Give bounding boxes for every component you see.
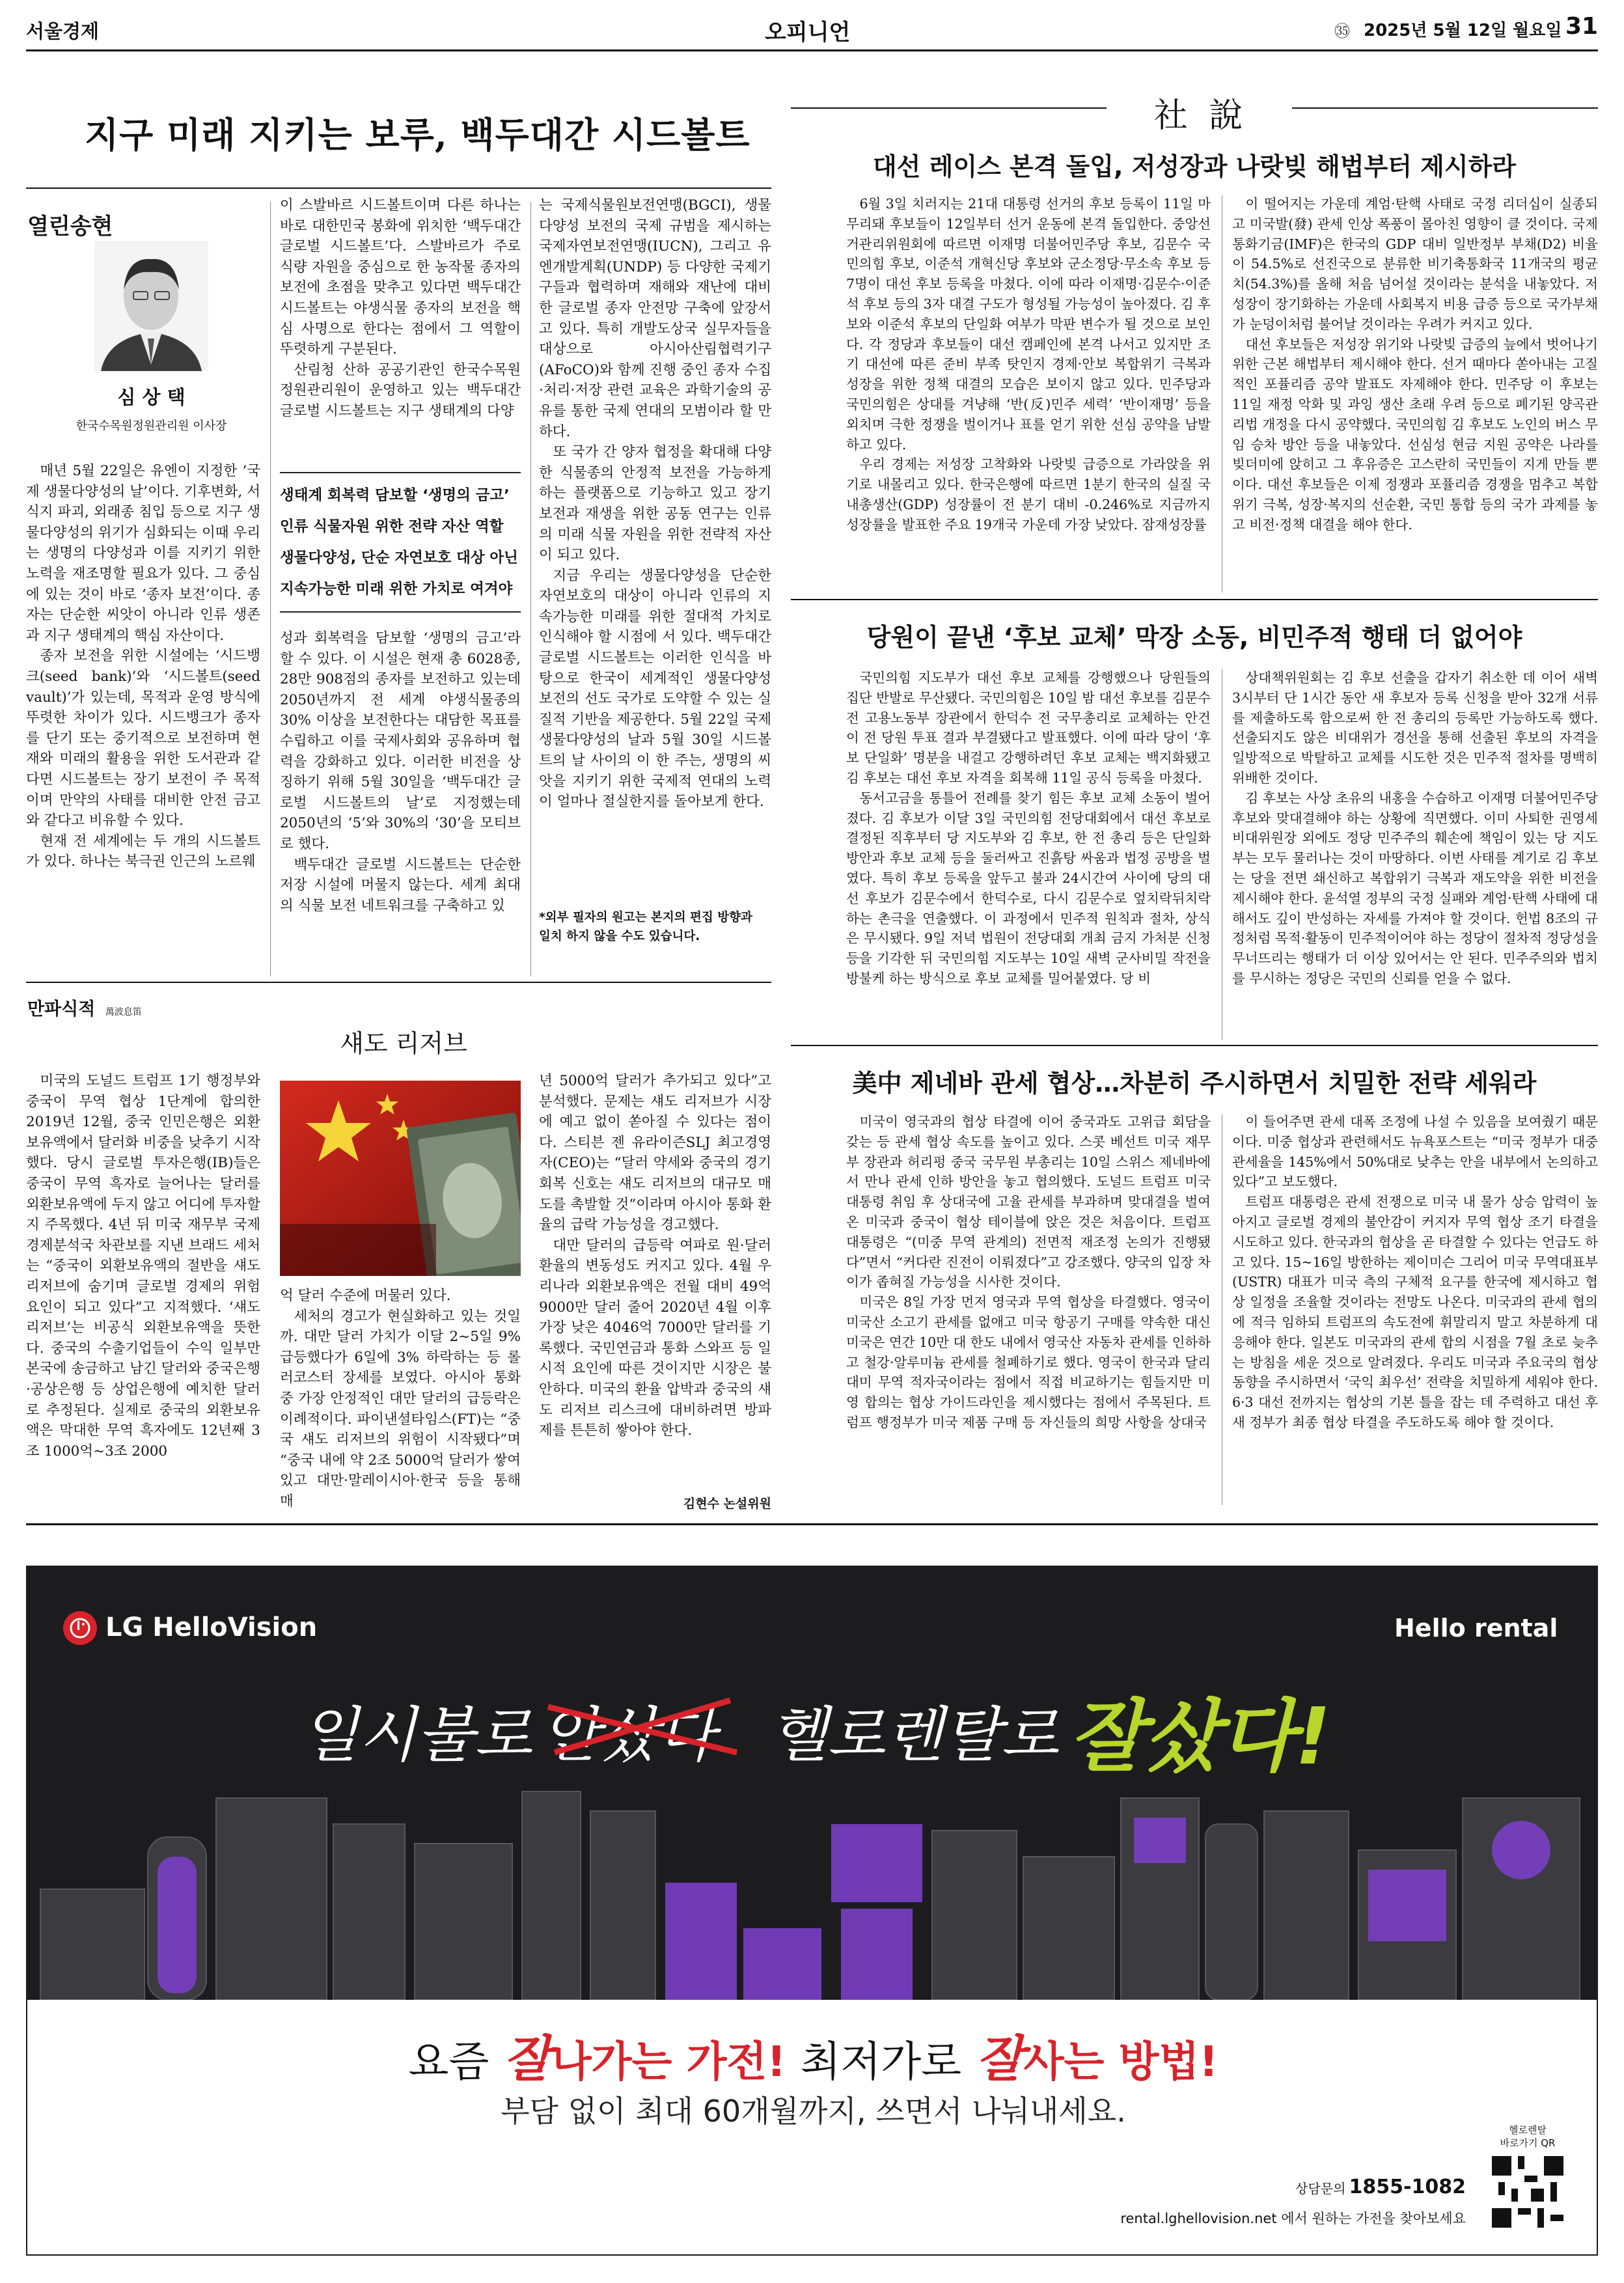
editorial-body-right: 상대책위원회는 김 후보 선출을 갑자기 취소한 데 이어 새벽 3시부터 단 1시간 동안 새 후보자 등록 신청을 받아 32개 서류를 제출하도록 함으로써 한 전 총리의 등록만 가능하도록 했다. 선출되지도 않은 비대위가 경선을 통해 선출된 후보의 자격을 일방적으로 박탈하고 교체를 시도한 것은 민주적 절차를 명백히 위배한 것이다. 김 후보는 사상 초유의 내홍을 수습하고 이재명 더불어민주당 후보와 맞대결해야 하는 상황에 직면했다. 이미 사퇴한 권영세 비대위원장 외에도 정당 민주주의 훼손에 책임이 있는 당 지도부는 모두 물러나는 것이 마땅하다. 이번 사태를 계기로 김 후보는 당을 전면 쇄신하고 복합위기 극복과 재도약을 위한 비전을 제시해야 한다. 윤석열 정부의 국정 실패와 계엄·탄핵 사태에 대해서도 깊이 반성하는 자세를 가져야 할 것이다. 헌법 8조의 규정처럼 목적·활동이 민주적이어야 하는 정당이 절차적 정당성을 무너뜨리는 행태가 더 이상 있어서는 안 된다. 민주주의와 법치를 무시하는 정당은 국민의 신뢰를 얻을 수 없다. (1232, 670, 1598, 986)
column2-headline: 섀도 리저브 (340, 1029, 467, 1058)
headline-part-d: 최저가로 (800, 2038, 962, 2086)
issue-date: 2025년 5월 12일 월요일 (1364, 21, 1562, 40)
column1-body-b: 이 스발바르 시드볼트이며 다른 하나는 바로 대한민국 봉화에 위치한 ‘백두대간 글로벌 시드볼트’다. 스발바르가 주로 식량 자원을 중심으로 한 농작물 종자의 보전에 초점을 맞추고 있다면 백두대간 시드볼트는 야생식물 종자의 보전을 핵심 사명으로 한다는 점에서 그 역할이 뚜렷하게 구분된다. 산림청 산하 공공기관인 한국수목원정원관리원이 운영하고 있는 백두대간 글로벌 시드볼트는 지구 생태계의 다양 (280, 197, 521, 419)
qr-code-icon[interactable] (1492, 2156, 1563, 2228)
masthead-paper: 서울경제 (26, 20, 100, 42)
ad-slogan (301, 1674, 1407, 1782)
column1-body-a: 매년 5월 22일은 유엔이 지정한 ‘국제 생물다양성의 날’이다. 기후변화, 서식지 파괴, 외래종 침입 등으로 지구 생물다양성의 위기가 심화되는 이때 우리는 생명의 다양성과 이를 지키기 위한 노력을 재조명할 필요가 있다. 그 중심에 있는 것이 바로 ‘종자 보전’이다. 종자는 단순한 씨앗이 아니라 인류 생존과 지구 생태계의 핵심 자산이다. 종자 보전을 위한 시설에는 ‘시드뱅크(seed bank)’와 ‘시드볼트(seed vault)’가 있는데, 목적과 운영 방식에 뚜렷한 차이가 있다. 시드뱅크가 종자를 단기 또는 중기적으로 보전하며 현재와 미래의 활용을 위한 도서관과 같다면 시드볼트는 장기 보전이 주 목적이며 만약의 사태를 대비한 안전 금고와 같다고 비유할 수 있다. 현재 전 세계에는 두 개의 시드볼트가 있다. 하나는 북극권 인근의 노르웨 (26, 463, 260, 870)
editorial-label: 社 說 (1153, 96, 1248, 135)
headline-part-a: 요즘 (408, 2038, 489, 2086)
slogan-part1: 일시불로 (301, 1700, 532, 1770)
qr-label-line2: 바로가기 QR (1500, 2137, 1556, 2149)
strike-mark-icon (535, 1681, 750, 1765)
qr-label (1485, 2124, 1570, 2150)
column1-bottom-rule (26, 1523, 1598, 1525)
ad-brand: LG HelloVision (105, 1612, 318, 1642)
editorial-separator (791, 599, 1598, 600)
col-divider (270, 202, 271, 976)
editorial-body-right: 이 들어주면 관세 대폭 조정에 나설 수 있음을 보여줬기 때문이다. 미중 협상과 관련해서도 뉴욕포스트는 “미국 정부가 대중 관세율을 145%에서 50%대로 낮추는 안을 내부에서 논의하고 있다”고 보도했다. 트럼프 대통령은 관세 전쟁으로 미국 내 물가 상승 압력이 높아지고 글로벌 경제의 불안감이 커지자 무역 협상 조기 타결을 시도하고 있다. 한국과의 협상을 곧 타결할 수 있다는 언급도 하고 있다. 15~16일 방한하는 제이미슨 그리어 미국 무역대표부(USTR) 대표가 미국 측의 구체적 요구를 한국에 제시하고 협상 일정을 조율할 것이라는 전망도 나온다. 미국과의 관세 협의에 적극 임하되 트럼프의 속도전에 휘말리지 말고 차분하게 대응해야 한다. 일본도 미국과의 관세 합의 시점을 7월 초로 늦추는 방침을 세운 것으로 알려졌다. 우리도 미국과 주요국의 협상 동향을 주시하면서 ‘국익 최우선’ 전략을 치밀하게 세워야 한다. 6·3 대선 전까지는 협상의 기본 틀을 잡는 데 주력하고 대선 후 새 정부가 최종 협상 타결을 주도하도록 해야 할 것이다. (1232, 1114, 1598, 1430)
ad-subline: 부담 없이 최대 60개월까지, 쓰면서 나눠내세요. (501, 2094, 1126, 2129)
editorial-body-left: 미국이 영국과의 협상 타결에 이어 중국과도 고위급 회담을 갖는 등 관세 협상 속도를 높이고 있다. 스콧 베선트 미국 재무부 장관과 허리펑 중국 국무원 부총리는 10일 스위스 제네바에서 만나 관세 인하 방안을 놓고 협의했다. 도널드 트럼프 미국 대통령 취임 후 상대국에 고율 관세를 부과하며 맞대결을 벌여온 미국과 중국이 협상 테이블에 앉은 것은 처음이다. 트럼프 대통령은 “(미중 무역 관계의) 전면적 재조정 논의가 진행됐다”면서 “커다란 진전이 이뤄졌다”고 강조했다. 양국의 입장 차이가 좁혀질 가능성을 시사한 것이다. 미국은 8일 가장 먼저 영국과 무역 협상을 타결했다. 영국이 미국산 소고기 관세를 없애고 미국 항공기 구매를 약속한 대신 미국은 연간 10만 대 한도 내에서 영국산 자동차 관세를 인하하고 철강·알루미늄 관세를 철폐하기로 했다. 영국이 한국과 달리 대미 무역 적자국이라는 점에서 직접 비교하기는 힘들지만 미영 합의는 협상 가이드라인을 제시했다는 점에서 주목된다. 트럼프 행정부가 미국 제품 구매 등 자신들의 희망 사항을 상대국 (846, 1114, 1211, 1430)
disclaimer: *외부 필자의 원고는 본지의 편집 방향과 일치 하지 않을 수도 있습니다. (539, 911, 752, 943)
page-number: 31 (1565, 13, 1599, 40)
ad-url[interactable]: rental.lghellovision.net 에서 원하는 가전을 찾아보세요 (1120, 2211, 1466, 2226)
lg-logo-icon (63, 1611, 97, 1645)
editorial-headline: 美中 제네바 관세 협상…차분히 주시하면서 치밀한 전략 세워라 (852, 1069, 1537, 1098)
column2-byline: 김현수 논설위원 (683, 1497, 771, 1511)
phone-number[interactable]: 1855-1082 (1349, 2176, 1466, 2198)
editorial-left-rule (791, 107, 1107, 109)
editorial-headline: 당원이 끝낸 ‘후보 교체’ 막장 소동, 비민주적 행태 더 없어야 (866, 623, 1522, 652)
headline-part-b: 잘 (503, 2030, 551, 2088)
column2-top-rule (26, 982, 771, 983)
ad-headline (27, 2019, 1598, 2090)
ad-banner[interactable] (26, 1566, 1598, 2256)
author-photo (94, 241, 208, 371)
col-divider (530, 202, 531, 976)
phone-label: 상담문의 (1295, 2181, 1346, 2196)
section-title: 오피니언 (765, 20, 851, 46)
editorial-body-right: 이 떨어지는 가운데 계엄·탄핵 사태로 국정 리더십이 실종되고 미국발(發) 관세 인상 폭풍이 몰아친 영향이 클 것이다. 국제통화기금(IMF)은 한국의 GDP 대비 일반정부 부채(D2) 비율이 54.5%로 선진국으로 분류한 비기축통화국 11개국의 평균치(54.3%)를 올해 처음 넘어설 것이라는 분석을 내놓았다. 저성장이 장기화하는 가운데 사회복지 비용 급증 등으로 국가부채가 눈덩이처럼 불어날 것이라는 우려가 커지고 있다. 대선 후보들은 저성장 위기와 나랏빚 급증의 늪에서 벗어나기 위한 근본 해법부터 제시해야 한다. 선거 때마다 쏟아내는 고질적인 포퓰리즘 공약 발표도 자제해야 한다. 민주당 이 후보는 11일 재정 악화 및 과잉 생산 초래 우려 등으로 폐기된 양곡관리법 개정을 다시 공약했다. 국민의힘 김 후보도 노인의 버스 무임 승차 방안 등을 내놓았다. 선심성 현금 지원 공약은 나라를 빚더미에 앉히고 그 후유증은 고스란히 국민들이 지게 만들 뿐이다. 대선 후보들은 이제 정쟁과 포퓰리즘 경쟁을 멈추고 복합위기 극복, 성장·복지의 선순환, 국민 통합 등의 국가 과제를 놓고 비전·정책 대결을 해야 한다. (1232, 196, 1598, 533)
headline-part-e: 잘 (976, 2030, 1024, 2088)
editorial-body-left: 6월 3일 치러지는 21대 대통령 선거의 후보 등록이 11일 마무리돼 후보들이 12일부터 선거 운동에 본격 돌입한다. 중앙선거관리위원회에 따르면 이재명 더불어민주당 후보, 김문수 국민의힘 후보, 이준석 개혁신당 후보와 군소정당·무소속 후보 등 7명이 대선 후보 등록을 마쳤다. 이에 따라 이재명·김문수·이준석 후보 등의 3자 대결 구도가 형성될 가능성이 높아졌다. 김 후보와 이준석 후보의 단일화 여부가 막판 변수가 될 것으로 보인다. 각 정당과 후보들이 대선 캠페인에 본격 나서고 있지만 조기 대선에 따른 준비 부족 탓인지 경제·안보 복합위기 극복과 성장을 위한 정책 대결의 모습은 보이지 않고 있다. 민주당과 국민의힘은 상대를 겨냥해 ‘반(反)민주 세력’ ‘반이재명’ 등을 외치며 극한 정쟁을 벌이거나 표를 얻기 위한 선심 공약을 남발하고 있다. 우리 경제는 저성장 고착화와 나랏빚 급증으로 가라앉을 위기로 내몰리고 있다. 한국은행에 따르면 1분기 한국의 실질 국내총생산(GDP) 성장률이 전 분기 대비 -0.246%로 지금까지 성장률을 발표한 주요 19개국 가운데 가장 낮았다. 잠재성장률 (846, 196, 1211, 533)
column1-top-rule (26, 187, 771, 189)
ad-right-brand: Hello rental (1394, 1614, 1558, 1642)
headline-part-c: 나가는 가전! (551, 2038, 786, 2086)
column2-series-name: 만파식적 (27, 999, 96, 1019)
editorial-body-left: 국민의힘 지도부가 대선 후보 교체를 강행했으나 당원들의 집단 반발로 무산됐다. 국민의힘은 10일 밤 대선 후보를 김문수 전 고용노동부 장관에서 한덕수 전 국무총리로 교체하는 안건이 전 당원 투표 결과 부결됐다고 발표했다. 이에 따라 당이 ‘후보 단일화’ 명분을 내걸고 강행하려던 후보 교체는 백지화됐고 김 후보는 대선 후보 자격을 회복해 11일 공식 등록을 마쳤다. 동서고금을 통틀어 전례를 찾기 힘든 후보 교체 소동이 벌어졌다. 김 후보가 이달 3일 국민의힘 전당대회에서 대선 후보로 결정된 직후부터 당 지도부와 김 후보, 한 전 총리 등은 단일화 방안과 후보 교체 등을 둘러싸고 진흙탕 싸움과 법정 공방을 벌였다. 특히 후보 등록을 앞두고 불과 24시간여 사이에 당의 대선 후보가 김문수에서 한덕수로, 다시 김문수로 엎치락뒤치락하는 촌극을 연출했다. 이 과정에서 민주적 원칙과 절차, 상식은 무시됐다. 9일 저녁 법원이 전당대회 개최 금지 가처분 신청 등을 기각한 뒤 국민의힘 지도부는 10일 새벽 군사비밀 작전을 방불케 하는 방식으로 후보 교체를 밀어붙였다. 당 비 (846, 670, 1211, 986)
qr-label-line1: 헬로렌탈 (1509, 2124, 1547, 2136)
column-headline: 지구 미래 지키는 보루, 백두대간 시드볼트 (85, 114, 750, 156)
column2-body-c: 년 5000억 달러가 추가되고 있다”고 분석했다. 문제는 섀도 리저브가 시장에 예고 없이 쏟아질 수 있다는 점이다. 스티븐 젠 유라이즌SLJ 최고경영자(CEO)는 “달러 약세와 중국의 경기 회복 신호는 섀도 리저브의 대규모 매도를 촉발할 것”이라며 아시아 통화 환율의 급락 가능성을 경고했다. 대만 달러의 급등락 여파로 원·달러 환율의 변동성도 커지고 있다. 4월 우리나라 외환보유액은 전월 대비 49억 9000만 달러 줄어 2020년 4월 이후 가장 낮은 4046억 7000만 달러를 기록했다. 국민연금과 통화 스와프 등 일시적 요인에 따른 것이지만 시장은 불안하다. 미국의 환율 압박과 중국의 섀도 리저브 리스크에 대비하려면 방파제를 튼튼히 쌓아야 한다. (539, 1073, 771, 1439)
pull-quote: 생태계 회복력 담보할 ‘생명의 금고’ 인류 식물자원 위한 전략 자산 역할 생물다양성, 단순 자연보호 대상 아닌 지속가능한 미래 위한 가치로 여겨야 (280, 472, 521, 613)
author-name: 심 상 택 (117, 386, 186, 408)
column2-series-title (27, 995, 142, 1020)
column2-body-b: 억 달러 수준에 머물러 있다. 세처의 경고가 현실화하고 있는 것일까. 대만 달러 가치가 이달 2~5일 9% 급등했다가 6일에 3% 하락하는 등 롤러코스터 장세를 보였다. 아시아 통화 중 가장 안정적인 대만 달러의 급등락은 이례적이다. 파이낸셜타임스(FT)는 “중국 섀도 리저브의 위험이 시작됐다”며 “중국 내에 약 2조 5000억 달러가 쌓여 있고 대만·말레이시아·한국 등을 통해 매 (280, 1288, 521, 1510)
column-series-title: 열린송현 (27, 214, 113, 240)
phone-line (1160, 2176, 1466, 2198)
editorial-right-rule (1292, 107, 1598, 109)
author-title: 한국수목원정원관리원 이사장 (76, 419, 227, 433)
slogan-part3: 잘샀다! (1069, 1692, 1331, 1782)
column1-body-b2: 성과 회복력을 담보할 ‘생명의 금고’라 할 수 있다. 이 시설은 현재 총 6028종, 28만 908점의 종자를 보전하고 있는데 2050년까지 전 세계 야생식물종의 30% 이상을 보전한다는 대담한 목표를 수립하고 이를 국제사회와 공유하며 협력을 강화하고 있다. 이러한 비전을 상징하기 위해 5월 30일을 ‘백두대간 글로벌 시드볼트의 날’로 지정했는데 2050년의 ‘5’와 30%의 ‘30’을 모티브로 했다. 백두대간 글로벌 시드볼트는 단순한 저장 시설에 머물지 않는다. 세계 최대의 식물 보전 네트워크를 구축하고 있 (280, 630, 521, 914)
flag-currency-illustration (280, 1081, 521, 1276)
headline-part-f: 사는 방법! (1023, 2038, 1218, 2086)
header-rule (26, 49, 1598, 51)
column1-body-c: 는 국제식물원보전연맹(BGCI), 생물다양성 보전의 국제 규범을 제시하는 국제자연보전연맹(IUCN), 그리고 유엔개발계획(UNDP) 등 다양한 국제기구들과 협력하며 재해와 재난에 대비한 글로벌 종자 안전망 구축에 앞장서고 있다. 특히 개발도상국 실무자들을 대상으로 아시아산림협력기구(AFoCO)와 함께 진행 중인 종자 수집·처리·저장 관련 교육은 과학기술의 공유를 통한 국제 연대의 모범이라 할 만하다. 또 국가 간 양자 협정을 확대해 다양한 식물종의 안정적 보전을 가능하게 하는 플랫폼으로 기능하고 있고 장기 보전과 재생을 위한 공동 연구는 인류의 미래 식물 자원을 위한 전략적 자산이 되고 있다. 지금 우리는 생물다양성을 단순한 자연보호의 대상이 아니라 인류의 지속가능한 미래를 위한 절대적 가치로 인식해야 할 시점에 서 있다. 백두대간 글로벌 시드볼트는 이러한 인식을 바탕으로 한국이 세계적인 생물다양성 보전의 선도 국가로 도약할 수 있는 실질적 기반을 제공한다. 5월 22일 국제 생물다양성의 날과 5월 30일 시드볼트의 날 사이의 이 한 주는, 생명의 씨앗을 지키기 위한 국제적 연대의 노력이 얼마나 절실한지를 돌아보게 한다. (539, 197, 771, 810)
editorial-headline: 대선 레이스 본격 돌입, 저성장과 나랏빚 해법부터 제시하라 (872, 152, 1517, 181)
column2-series-hanja: 萬波息笛 (105, 1007, 142, 1017)
column2-body-a: 미국의 도널드 트럼프 1기 행정부와 중국이 무역 협상 1단계에 합의한 2019년 12월, 중국 인민은행은 외환보유액에서 달러화 비중을 낮추기 시작했다. 당시 글로벌 투자은행(IB)들은 중국이 무역 흑자로 늘어나는 달러를 외환보유액에 두지 않고 어디에 투자할지 주목했다. 4년 뒤 미국 재무부 국제경제분석국 차관보를 지낸 브래드 세처는 “중국이 외환보유액의 절반을 섀도 리저브에 숨기며 글로벌 경제의 위험 요인이 되고 있다”고 지적했다. ‘섀도 리저브’는 비공식 외환보유액을 뜻한다. 중국의 수출기업들이 수익 일부만 본국에 송금하고 남긴 달러와 중국은행·공상은행 등 상업은행에 예치한 달러로 추정된다. 실제로 중국의 외환보유액은 막대한 무역 흑자에도 12년째 3조 1000억~3조 2000 (26, 1073, 260, 1460)
edition-mark: ㉟ (1334, 22, 1350, 40)
appliance-lineup-illustration (27, 1785, 1598, 2000)
slogan-part2: 헬로렌탈로 (769, 1700, 1059, 1770)
editorial-separator (791, 1045, 1598, 1046)
slogan-struck: 안샀다 (542, 1700, 715, 1770)
